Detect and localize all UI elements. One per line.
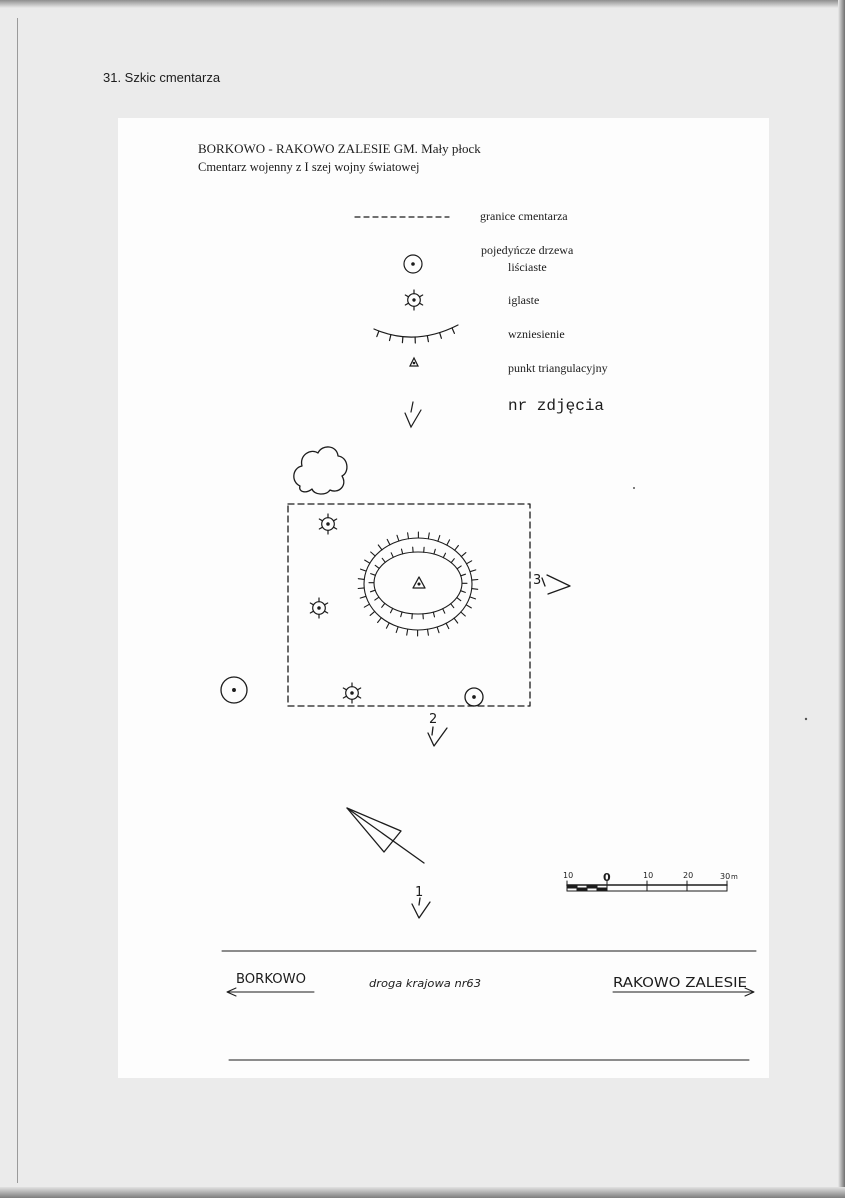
sketch-subtitle: Cmentarz wojenny z I szej wojny światowej <box>198 160 420 174</box>
legend-single-trees-label: pojedyńcze drzewa <box>481 243 574 257</box>
scale-label: 30 <box>720 872 731 881</box>
hachure-tick <box>467 561 472 564</box>
hachure-tick <box>365 560 370 563</box>
hachure-tick <box>455 546 459 551</box>
hachure-tick <box>391 553 393 558</box>
hachure-tick <box>360 596 366 598</box>
photo-arrow-icon <box>428 727 447 746</box>
hachure-tick <box>434 549 435 554</box>
scale-bar-segment <box>577 888 587 891</box>
hachure-tick <box>397 535 399 541</box>
triangulation-point-icon <box>410 358 418 366</box>
scale-label: 0 <box>603 871 611 884</box>
road-east-label: RAKOWO ZALESIE <box>613 976 747 991</box>
hachure-tick <box>375 565 379 568</box>
hachure-tick <box>470 597 476 599</box>
hachure-tick <box>371 552 376 556</box>
photo-point-2 <box>428 712 447 746</box>
hachure-tick <box>451 559 454 563</box>
scan-speck <box>633 487 635 489</box>
hachure-tick <box>364 604 369 607</box>
deciduous-tree-icon <box>465 688 483 706</box>
hachure-tick <box>454 618 458 623</box>
legend-deciduous-label: liściaste <box>508 260 547 274</box>
hachure-tick <box>378 618 382 623</box>
hachure-tick <box>370 611 375 615</box>
triangulation-point-icon <box>413 577 425 588</box>
page-heading: 31. Szkic cmentarza <box>103 70 221 85</box>
road-name: droga krajowa nr63 <box>369 977 481 990</box>
hachure-tick <box>402 337 403 343</box>
hachure-tick <box>466 605 471 608</box>
hachure-tick <box>447 540 450 545</box>
triangle-center-dot <box>413 362 414 363</box>
legend-boundary-label: granice cmentarza <box>480 209 568 223</box>
hachure-tick <box>377 331 379 337</box>
road-west-label: BORKOWO <box>236 972 306 987</box>
hachure-tick <box>428 533 429 539</box>
hachure-tick <box>390 335 391 341</box>
legend-photo-number-label: nr zdjęcia <box>508 397 605 415</box>
hachure-tick <box>470 570 476 572</box>
road <box>222 951 756 1060</box>
legend-triangulation-label: punkt triangulacyjny <box>508 361 608 375</box>
scale-bar <box>563 871 738 891</box>
triangle-center-dot <box>418 583 420 585</box>
legend-symbols <box>355 217 458 427</box>
bush-icon <box>294 447 347 494</box>
scale-label: 10 <box>563 871 574 880</box>
hachure-tick <box>472 580 478 581</box>
photo-arrow-icon <box>412 898 430 918</box>
scale-label: 20 <box>683 871 694 880</box>
hachure-tick <box>396 627 398 633</box>
tree-center-dot <box>412 263 414 265</box>
hachure-tick <box>408 533 409 539</box>
hachure-tick <box>401 612 402 617</box>
hachure-tick <box>437 627 439 633</box>
hachure-tick <box>457 598 461 601</box>
hachure-tick <box>446 623 449 628</box>
photo-number: 1 <box>415 885 424 900</box>
hachure-tick <box>375 597 379 600</box>
legend-elevation-label: wzniesienie <box>508 327 565 341</box>
north-arrow-shaft <box>347 808 424 863</box>
elevation-contour <box>374 325 458 337</box>
scale-bar-segment <box>597 888 607 891</box>
hachure-tick <box>461 591 466 593</box>
photo-number: 3 <box>533 573 542 588</box>
hachure-tick <box>451 604 454 608</box>
hachure-tick <box>443 609 445 614</box>
scan-speck <box>805 718 807 720</box>
tree-center-dot <box>473 696 475 698</box>
scale-bar-segment <box>567 885 577 888</box>
hachure-tick <box>443 553 445 557</box>
hachure-tick <box>387 539 390 544</box>
elevation-icon <box>374 325 458 343</box>
deciduous-tree-icon <box>221 677 247 703</box>
hachure-tick <box>386 623 389 628</box>
hachure-tick <box>402 549 403 554</box>
hachure-tick <box>358 588 364 589</box>
hachure-tick <box>452 328 454 334</box>
hachure-tick <box>461 612 466 616</box>
cemetery-map <box>221 447 807 1060</box>
north-arrow-icon <box>347 808 424 863</box>
hachure-tick <box>433 612 434 617</box>
photo-point-1 <box>412 885 430 918</box>
deciduous-tree-icon <box>404 255 422 273</box>
legend-coniferous-label: iglaste <box>508 293 540 307</box>
photo-arrow-icon <box>542 575 570 594</box>
hachure-tick <box>382 603 385 607</box>
hachure-tick <box>407 629 408 635</box>
hachure-tick <box>461 553 466 557</box>
hachure-tick <box>427 336 428 342</box>
scale-label: 10 <box>643 871 654 880</box>
hachure-tick <box>378 545 382 550</box>
photo-number: 2 <box>429 712 438 727</box>
hachure-tick <box>457 566 461 569</box>
coniferous-tree-icon <box>405 290 422 310</box>
scan-specks <box>633 487 807 720</box>
hachure-tick <box>371 574 376 576</box>
north-arrow-head <box>347 808 401 852</box>
hachure-tick <box>371 590 376 592</box>
hachure-tick <box>382 558 385 562</box>
hachure-tick <box>438 536 440 542</box>
sketch-title: BORKOWO - RAKOWO ZALESIE GM. Mały płock <box>198 141 481 156</box>
tree-center-dot <box>233 689 236 692</box>
scale-bar-segment <box>587 885 597 888</box>
coniferous-tree-icon <box>319 514 336 534</box>
hachure-tick <box>461 574 466 576</box>
west-arrow-icon <box>227 988 314 996</box>
coniferous-tree-icon <box>343 683 360 703</box>
scale-unit: m <box>731 873 738 881</box>
coniferous-tree-icon <box>310 598 327 618</box>
photo-arrow-icon <box>405 402 421 427</box>
hachure-tick <box>361 569 367 571</box>
hachure-tick <box>358 579 364 580</box>
hachure-tick <box>472 589 478 590</box>
photo-point-3 <box>533 573 570 594</box>
hachure-tick <box>391 608 393 612</box>
hachure-tick <box>440 333 442 339</box>
hachure-tick <box>428 629 429 635</box>
